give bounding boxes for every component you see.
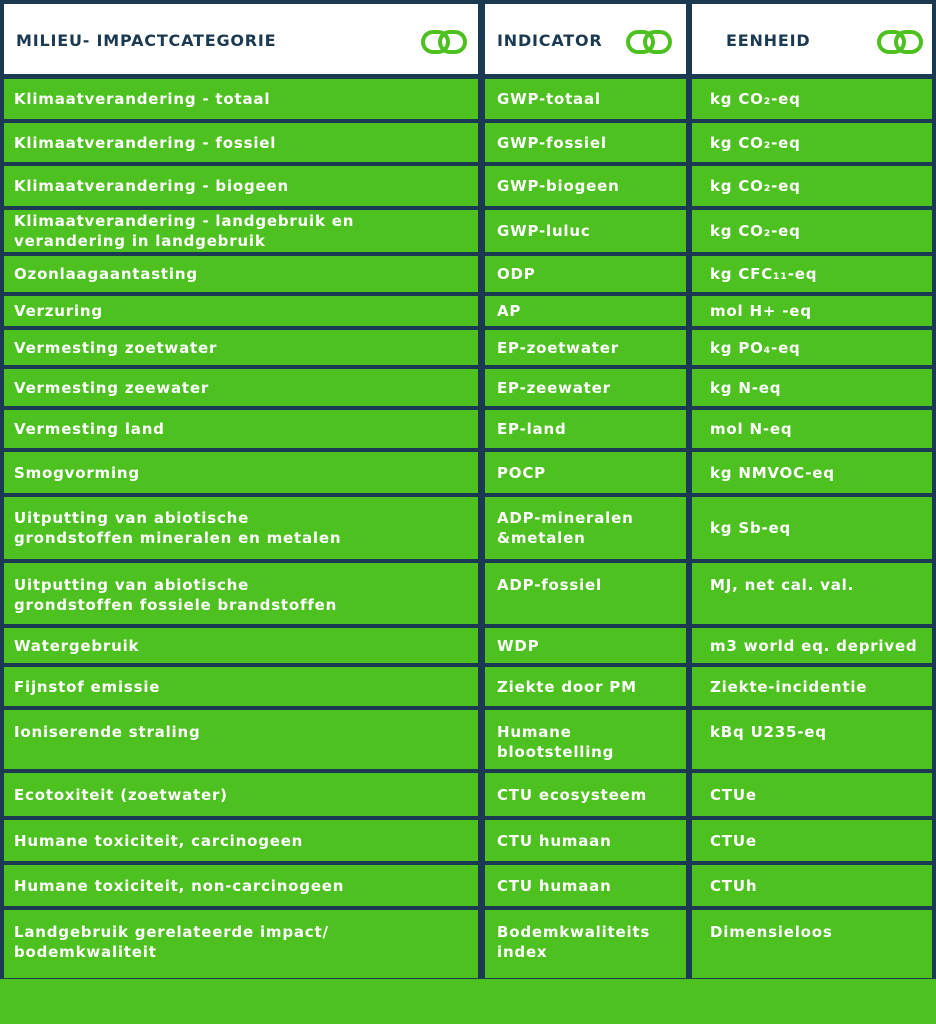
- table-cell-unit: [692, 166, 932, 206]
- cell-text-category: Uitputting van abiotische grondstoffen mineralen en metalen: [14, 509, 342, 547]
- cell-text-category: Vermesting land: [14, 420, 165, 438]
- header-unit: [692, 4, 932, 74]
- cell-text-unit: kg CO₂-eq: [710, 177, 801, 195]
- cell-text-category: Humane toxiciteit, non-carcinogeen: [14, 876, 345, 895]
- cell-text-unit: kg NMVOC-eq: [710, 463, 835, 482]
- cell-text-category: Verzuring: [14, 302, 103, 320]
- cell-text-unit: kg N-eq: [710, 378, 782, 397]
- cell-text-indicator: ADP-mineralen &metalen: [497, 509, 634, 547]
- cell-text-category: Klimaatverandering - totaal: [14, 90, 271, 108]
- table-cell-indicator: [485, 820, 686, 861]
- cell-text-indicator: AP: [497, 302, 522, 320]
- cell-text-indicator: EP-land: [497, 420, 567, 438]
- table-cell-category: [4, 628, 478, 663]
- cell-text-indicator: CTU humaan: [497, 876, 612, 895]
- cell-text-unit: kg CO₂-eq: [710, 133, 801, 152]
- table-cell-indicator: [485, 410, 686, 448]
- table-cell-category: [4, 296, 478, 326]
- cell-text-unit: MJ, net cal. val.: [710, 576, 855, 594]
- table-cell-unit: [692, 628, 932, 663]
- table-cell-category: [4, 210, 478, 252]
- table-cell-category: [4, 452, 478, 493]
- cell-text-unit: CTUh: [710, 876, 758, 895]
- cell-text-indicator: EP-zoetwater: [497, 338, 619, 357]
- table-cell-unit: [692, 123, 932, 162]
- cell-text-category: Smogvorming: [14, 463, 140, 482]
- cell-text-category: Fijnstof emissie: [14, 677, 161, 696]
- table-cell-category: [4, 256, 478, 292]
- cell-text-indicator: GWP-totaal: [497, 90, 601, 108]
- table-cell-unit: [692, 710, 932, 769]
- table-cell-category: [4, 667, 478, 706]
- cell-text-indicator: POCP: [497, 463, 546, 482]
- table-cell-category: [4, 166, 478, 206]
- table-cell-category: [4, 369, 478, 406]
- table-cell-category: [4, 773, 478, 816]
- cell-text-indicator: Humane blootstelling: [497, 723, 615, 761]
- table-cell-unit: [692, 369, 932, 406]
- table-cell-category: [4, 563, 478, 624]
- table-cell-indicator: [485, 369, 686, 406]
- cell-text-unit: mol N-eq: [710, 420, 793, 438]
- cell-text-unit: Ziekte-incidentie: [710, 677, 868, 696]
- table-cell-unit: [692, 79, 932, 119]
- cell-text-category: Ecotoxiteit (zoetwater): [14, 785, 228, 804]
- cell-text-category: Ioniserende straling: [14, 723, 201, 741]
- table-cell-indicator: [485, 667, 686, 706]
- table-cell-indicator: [485, 256, 686, 292]
- cell-text-category: Vermesting zeewater: [14, 378, 210, 397]
- table-cell-indicator: [485, 166, 686, 206]
- header-indicator: [485, 4, 686, 74]
- table-cell-indicator: [485, 210, 686, 252]
- cell-text-category: Klimaatverandering - biogeen: [14, 177, 289, 195]
- table-cell-indicator: [485, 563, 686, 624]
- cell-text-unit: kg CO₂-eq: [710, 222, 801, 240]
- table-cell-category: [4, 910, 478, 978]
- table-cell-indicator: [485, 497, 686, 559]
- table-cell-indicator: [485, 865, 686, 906]
- table-cell-category: [4, 123, 478, 162]
- cell-text-category: Uitputting van abiotische grondstoffen fossiele brandstoffen: [14, 576, 338, 614]
- table-cell-category: [4, 79, 478, 119]
- cell-text-category: Landgebruik gerelateerde impact/ bodemkwaliteit: [14, 923, 329, 961]
- cell-text-category: Klimaatverandering - landgebruik en verandering in landgebruik: [14, 212, 355, 250]
- table-cell-unit: [692, 820, 932, 861]
- table-cell-unit: [692, 497, 932, 559]
- cell-text-unit: kg CO₂-eq: [710, 90, 801, 108]
- cell-text-indicator: CTU humaan: [497, 831, 612, 850]
- table-cell-unit: [692, 452, 932, 493]
- table-cell-unit: [692, 296, 932, 326]
- table-cell-indicator: [485, 296, 686, 326]
- cell-text-unit: kg CFC₁₁-eq: [710, 265, 818, 283]
- cell-text-indicator: ADP-fossiel: [497, 576, 602, 594]
- table-cell-unit: [692, 330, 932, 365]
- cell-text-unit: kg PO₄-eq: [710, 338, 801, 357]
- cell-text-category: Watergebruik: [14, 636, 140, 655]
- table-cell-unit: [692, 410, 932, 448]
- table-cell-indicator: [485, 79, 686, 119]
- table-cell-indicator: [485, 628, 686, 663]
- cell-text-unit: m3 world eq. deprived: [710, 636, 918, 655]
- table-cell-category: [4, 330, 478, 365]
- table-cell-unit: [692, 773, 932, 816]
- cell-text-indicator: Bodemkwaliteits index: [497, 923, 651, 961]
- table-cell-category: [4, 410, 478, 448]
- table-cell-category: [4, 865, 478, 906]
- table-cell-unit: [692, 910, 932, 978]
- table-cell-category: [4, 710, 478, 769]
- cell-text-indicator: GWP-fossiel: [497, 133, 607, 152]
- infinity-link-icon: [420, 29, 468, 55]
- table-cell-unit: [692, 563, 932, 624]
- header-indicator-label: INDICATOR: [497, 31, 603, 50]
- footer-band: [0, 979, 936, 1024]
- cell-text-unit: kg Sb-eq: [710, 519, 792, 537]
- table-cell-unit: [692, 865, 932, 906]
- cell-text-unit: mol H+ -eq: [710, 302, 812, 320]
- cell-text-indicator: CTU ecosysteem: [497, 786, 647, 804]
- cell-text-category: Vermesting zoetwater: [14, 338, 218, 357]
- cell-text-unit: Dimensieloos: [710, 923, 833, 941]
- cell-text-category: Klimaatverandering - fossiel: [14, 133, 277, 152]
- table-cell-indicator: [485, 123, 686, 162]
- cell-text-category: Humane toxiciteit, carcinogeen: [14, 831, 304, 850]
- header-category-label: MILIEU- IMPACTCATEGORIE: [16, 31, 277, 50]
- cell-text-indicator: Ziekte door PM: [497, 677, 637, 696]
- table-cell-category: [4, 497, 478, 559]
- cell-text-indicator: GWP-biogeen: [497, 177, 620, 195]
- header-unit-label: EENHEID: [726, 31, 811, 50]
- cell-text-unit: CTUe: [710, 831, 757, 850]
- cell-text-indicator: WDP: [497, 636, 540, 655]
- infinity-link-icon: [625, 29, 673, 55]
- table-cell-indicator: [485, 710, 686, 769]
- header-category: [4, 4, 478, 74]
- table-cell-unit: [692, 667, 932, 706]
- table-cell-indicator: [485, 910, 686, 978]
- infinity-link-icon: [876, 29, 924, 55]
- table-cell-indicator: [485, 452, 686, 493]
- cell-text-indicator: GWP-luluc: [497, 222, 591, 240]
- cell-text-category: Ozonlaagaantasting: [14, 265, 198, 283]
- table-cell-indicator: [485, 330, 686, 365]
- table-cell-indicator: [485, 773, 686, 816]
- table-cell-unit: [692, 256, 932, 292]
- table-cell-category: [4, 820, 478, 861]
- cell-text-unit: CTUe: [710, 785, 757, 804]
- cell-text-unit: kBq U235-eq: [710, 723, 827, 741]
- table-cell-unit: [692, 210, 932, 252]
- cell-text-indicator: EP-zeewater: [497, 378, 611, 397]
- cell-text-indicator: ODP: [497, 265, 536, 283]
